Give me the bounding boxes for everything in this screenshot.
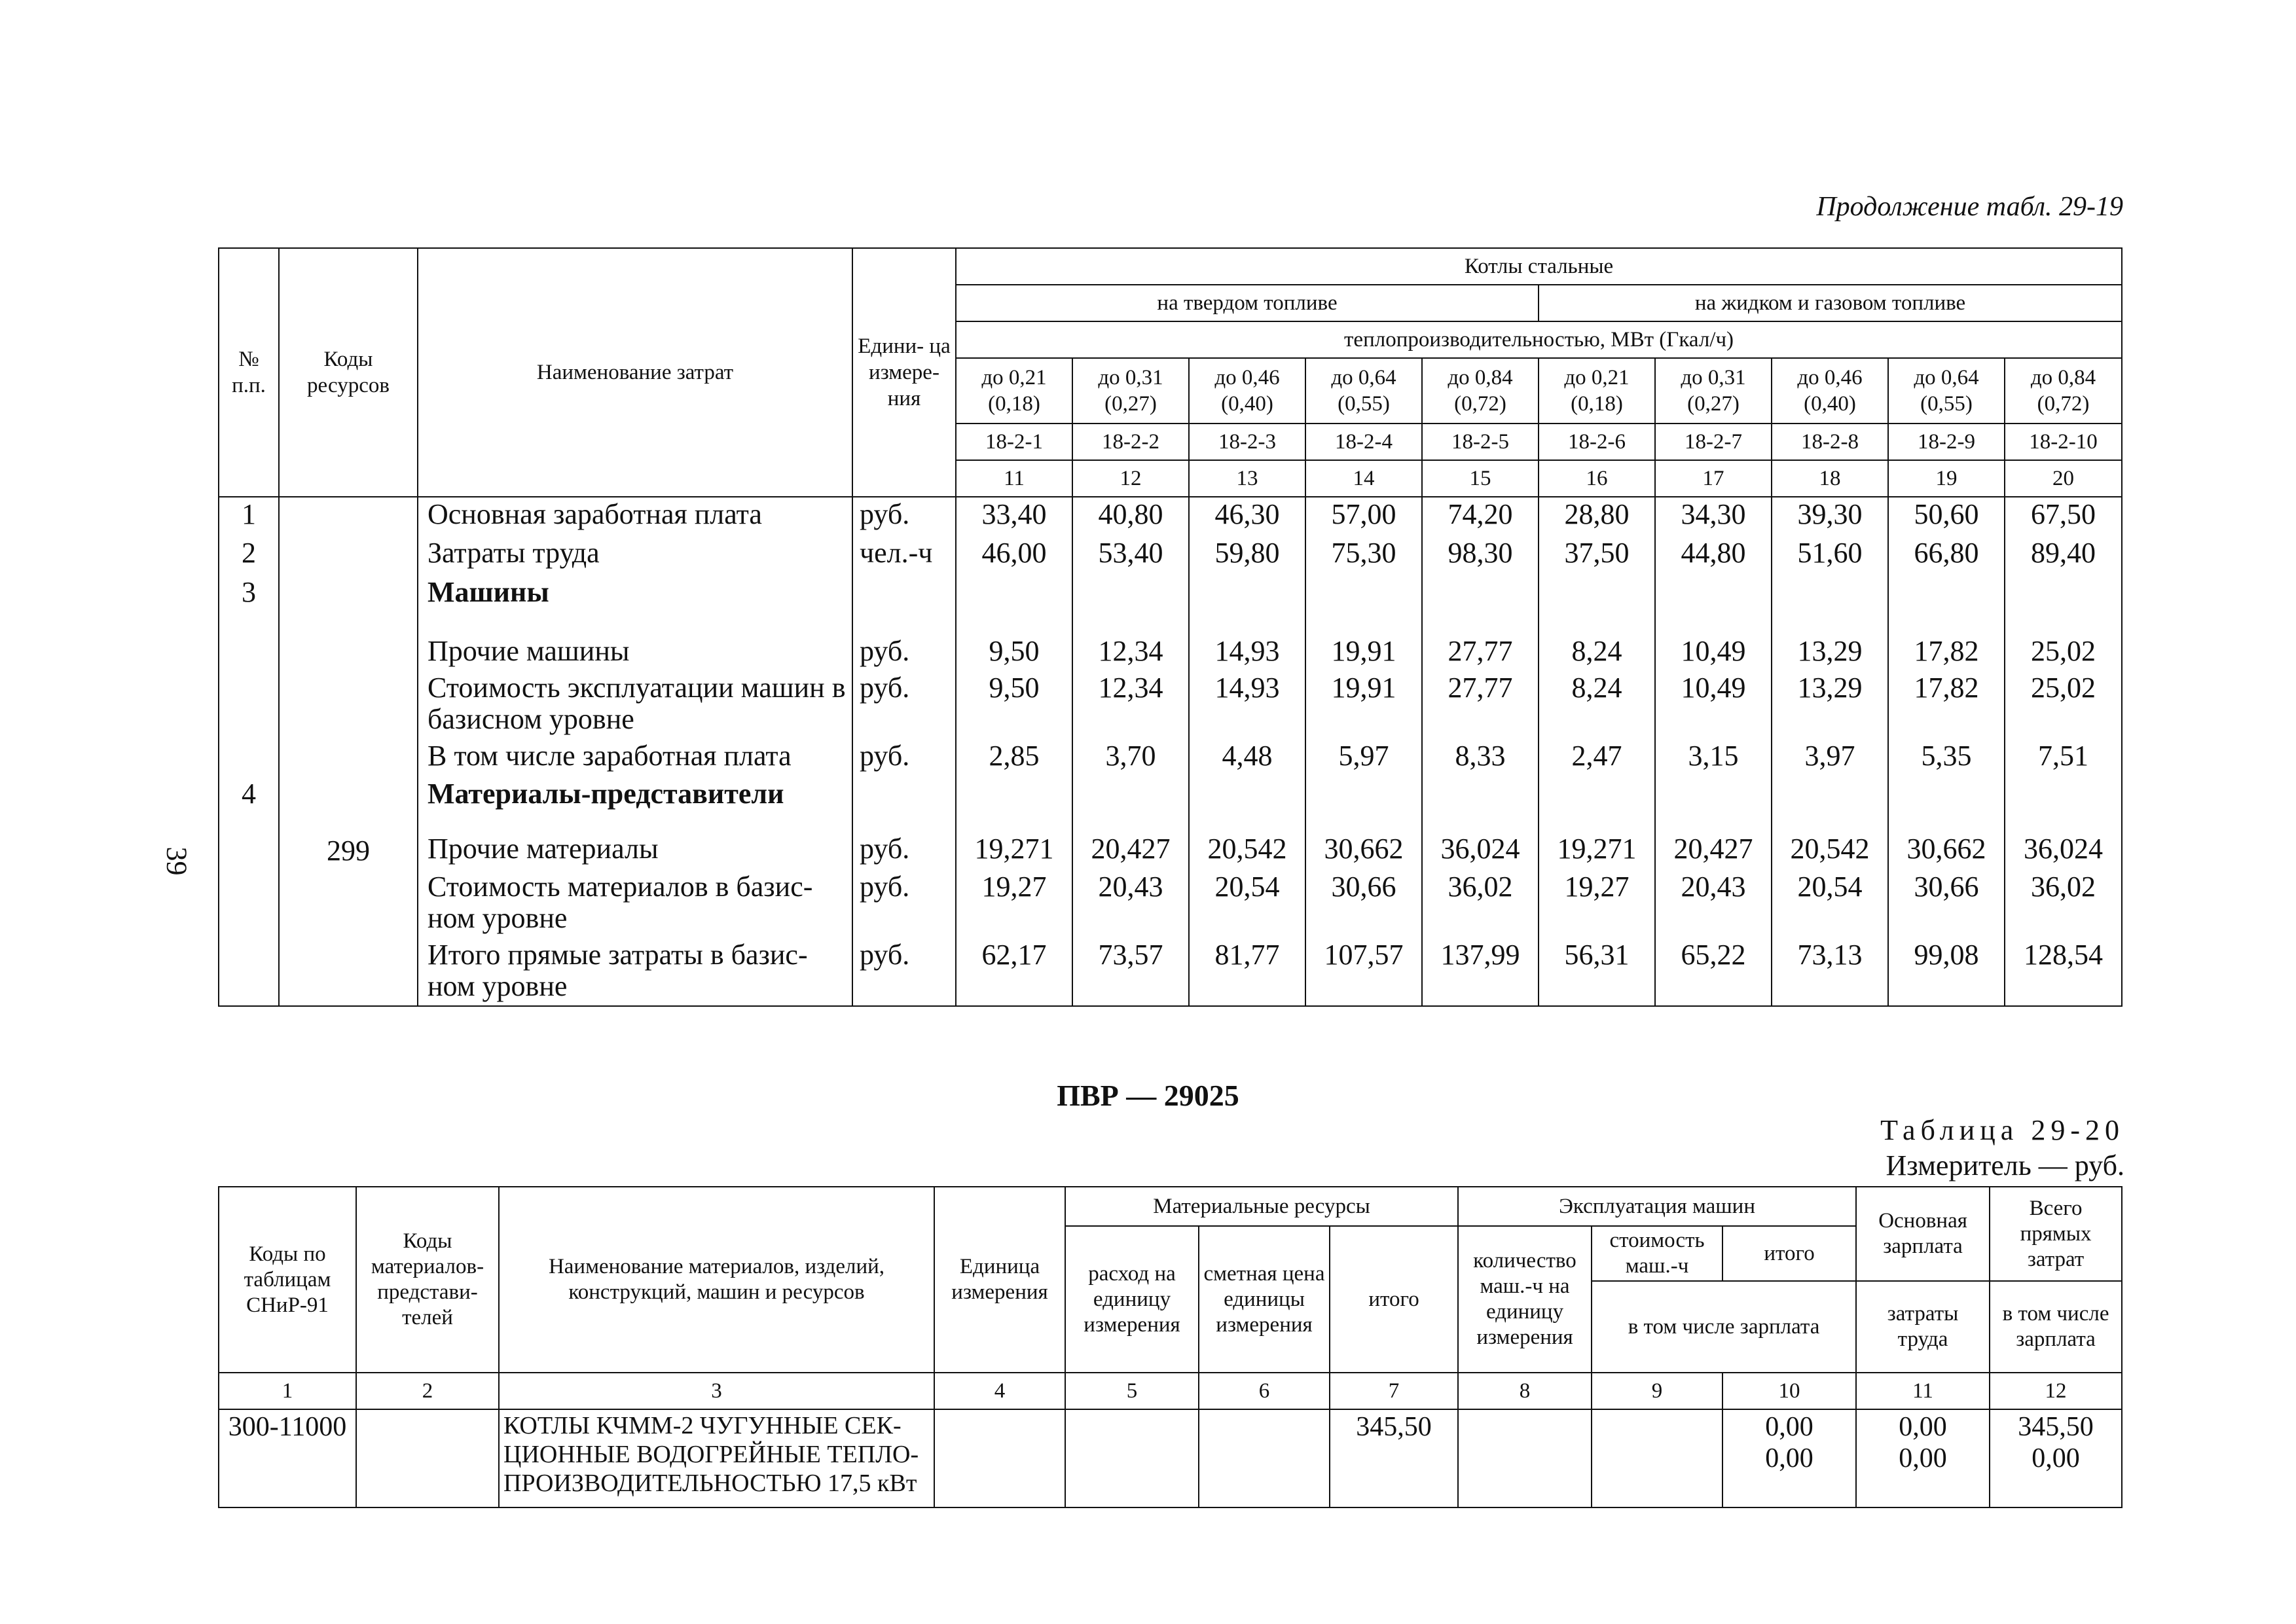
t2-header-consumption: расход на единицу измерения (1065, 1226, 1199, 1373)
column-number: 17 (1655, 460, 1772, 497)
column-number: 13 (1189, 460, 1305, 497)
row-value: 19,91 (1305, 671, 1422, 739)
column-number: 11 (956, 460, 1072, 497)
t2-machine-hours (1458, 1409, 1592, 1507)
column-number: 6 (1199, 1373, 1330, 1409)
t2-header-unit: Единица измерения (934, 1187, 1065, 1373)
row-value: 8,24 (1539, 634, 1655, 671)
row-value: 19,271 (1539, 832, 1655, 870)
row-value: 5,35 (1888, 739, 2005, 777)
column-number: 12 (1990, 1373, 2122, 1409)
row-code (279, 870, 418, 938)
t2-column-number-row (219, 1373, 2122, 1409)
row-value: 99,08 (1888, 938, 2005, 1006)
row-unit (852, 575, 956, 634)
t2-mach-total-value: 0,00 (1765, 1412, 1813, 1442)
t2-header-incl-salary: в том числе зарплата (1592, 1281, 1856, 1373)
t2-header-material-resources: Материальные ресурсы (1065, 1187, 1458, 1226)
row-value: 46,30 (1189, 497, 1305, 536)
row-value: 36,02 (2005, 870, 2122, 938)
column-number: 14 (1305, 460, 1422, 497)
t2-total-direct-value: 345,50 (2018, 1412, 2094, 1442)
table-row (219, 870, 2122, 938)
row-value (956, 575, 1072, 634)
continuation-label: Продолжение табл. 29-19 (1816, 192, 2123, 222)
row-value: 19,271 (956, 832, 1072, 870)
row-value: 74,20 (1422, 497, 1539, 536)
row-code (279, 739, 418, 777)
row-value: 81,77 (1189, 938, 1305, 1006)
t2-unit (934, 1409, 1065, 1507)
table-row (219, 671, 2122, 739)
row-value: 27,77 (1422, 671, 1539, 739)
row-code (279, 634, 418, 671)
column-number: 18 (1772, 460, 1888, 497)
row-value: 7,51 (2005, 739, 2122, 777)
column-number: 20 (2005, 460, 2122, 497)
t2-header-material-codes: Коды материалов- представи- телей (356, 1187, 499, 1373)
row-value: 13,29 (1772, 671, 1888, 739)
row-value: 25,02 (2005, 671, 2122, 739)
capacity-cell: до 0,46 (0,40) (1189, 358, 1305, 424)
row-value: 107,57 (1305, 938, 1422, 1006)
row-value: 2,47 (1539, 739, 1655, 777)
row-name: Основная заработная плата (418, 497, 852, 536)
costs-table (218, 247, 2123, 1007)
header-unit: Едини- ца измере- ния (852, 248, 956, 497)
t2-header-base-salary: Основная зарплата (1856, 1187, 1990, 1281)
column-number: 15 (1422, 460, 1539, 497)
table-row (219, 777, 2122, 832)
row-value (2005, 777, 2122, 832)
row-value: 137,99 (1422, 938, 1539, 1006)
t2-header-machine-hours: количество маш.-ч на единицу измерения (1458, 1226, 1592, 1373)
row-unit: руб. (852, 497, 956, 536)
table2-measure: Измеритель — руб. (1886, 1149, 2124, 1182)
row-value: 2,85 (956, 739, 1072, 777)
row-value (1655, 777, 1772, 832)
table-row (219, 739, 2122, 777)
row-value: 14,93 (1189, 634, 1305, 671)
row-value: 51,60 (1772, 536, 1888, 575)
row-value: 62,17 (956, 938, 1072, 1006)
capacity-cell: до 0,84 (0,72) (2005, 358, 2122, 424)
row-unit: руб. (852, 634, 956, 671)
t2-header-labor: затраты труда (1856, 1281, 1990, 1373)
row-value (1305, 777, 1422, 832)
column-number: 1 (219, 1373, 356, 1409)
t2-base-salary-value: 0,00 (1899, 1412, 1947, 1442)
row-value: 13,29 (1772, 634, 1888, 671)
row-value: 14,93 (1189, 671, 1305, 739)
row-name: Прочие материалы (418, 832, 852, 870)
row-value: 20,542 (1189, 832, 1305, 870)
row-value: 8,24 (1539, 671, 1655, 739)
row-value: 20,54 (1772, 870, 1888, 938)
column-number: 16 (1539, 460, 1655, 497)
row-value: 19,27 (956, 870, 1072, 938)
row-value: 128,54 (2005, 938, 2122, 1006)
row-unit: руб. (852, 739, 956, 777)
row-value: 66,80 (1888, 536, 2005, 575)
column-number: 3 (499, 1373, 934, 1409)
t2-header-mat-total: итого (1330, 1226, 1458, 1373)
t2-mach-total-salary: 0,00 (1765, 1443, 1813, 1473)
t2-name: КОТЛЫ КЧММ-2 ЧУГУННЫЕ СЕК- ЦИОННЫЕ ВОДОГРЕЙНЫЕ ТЕПЛО- ПРОИЗВОДИТЕЛЬНОСТЬЮ 17,5 кВт (499, 1409, 934, 1507)
code-cell: 18-2-10 (2005, 424, 2122, 460)
row-value: 36,024 (2005, 832, 2122, 870)
row-value: 12,34 (1072, 634, 1189, 671)
row-value: 89,40 (2005, 536, 2122, 575)
row-value: 30,66 (1888, 870, 2005, 938)
row-value (1655, 575, 1772, 634)
row-number (219, 832, 279, 870)
row-value (1422, 777, 1539, 832)
row-value (1539, 777, 1655, 832)
table-row (219, 634, 2122, 671)
row-value: 3,97 (1772, 739, 1888, 777)
t2-header-mach-total: итого (1722, 1226, 1856, 1281)
t2-labor-value: 0,00 (1899, 1443, 1947, 1473)
code-cell: 18-2-3 (1189, 424, 1305, 460)
row-number (219, 671, 279, 739)
row-value: 20,427 (1072, 832, 1189, 870)
column-number: 11 (1856, 1373, 1990, 1409)
row-value: 17,82 (1888, 634, 2005, 671)
code-cell: 18-2-9 (1888, 424, 2005, 460)
header-capacity: теплопроизводительностью, МВт (Гкал/ч) (956, 321, 2122, 358)
page-number: 39 (160, 846, 193, 876)
code-cell: 18-2-8 (1772, 424, 1888, 460)
row-value (1189, 575, 1305, 634)
table-row (219, 497, 2122, 536)
t2-base-salary (1856, 1409, 1990, 1507)
header-liquid-fuel: на жидком и газовом топливе (1539, 285, 2122, 321)
row-value: 57,00 (1305, 497, 1422, 536)
row-value (1888, 575, 2005, 634)
materials-table (218, 1186, 2123, 1508)
row-value: 53,40 (1072, 536, 1189, 575)
t2-data-row (219, 1409, 2122, 1507)
row-value (2005, 575, 2122, 634)
t2-price (1199, 1409, 1330, 1507)
row-name: Прочие машины (418, 634, 852, 671)
row-value (1772, 575, 1888, 634)
row-value: 5,97 (1305, 739, 1422, 777)
header-number: № п.п. (219, 248, 279, 497)
row-name: Затраты труда (418, 536, 852, 575)
table2-caption: Таблица 29-20 (1880, 1114, 2124, 1146)
row-value: 30,66 (1305, 870, 1422, 938)
row-value: 36,024 (1422, 832, 1539, 870)
column-number: 5 (1065, 1373, 1199, 1409)
capacity-cell: до 0,46 (0,40) (1772, 358, 1888, 424)
row-value (1072, 777, 1189, 832)
header-name: Наименование затрат (418, 248, 852, 497)
row-code (279, 575, 418, 634)
row-unit: руб. (852, 938, 956, 1006)
row-value (1189, 777, 1305, 832)
row-value: 65,22 (1655, 938, 1772, 1006)
code-cell: 18-2-6 (1539, 424, 1655, 460)
table-row (219, 575, 2122, 634)
row-value: 12,34 (1072, 671, 1189, 739)
code-cell: 18-2-7 (1655, 424, 1772, 460)
column-number: 8 (1458, 1373, 1592, 1409)
row-value: 20,427 (1655, 832, 1772, 870)
table-row (219, 938, 2122, 1006)
row-value: 33,40 (956, 497, 1072, 536)
row-name: Итого прямые затраты в базис- ном уровне (418, 938, 852, 1006)
row-value: 20,54 (1189, 870, 1305, 938)
row-value (1772, 777, 1888, 832)
row-value (1888, 777, 2005, 832)
column-number: 19 (1888, 460, 2005, 497)
row-value: 20,43 (1655, 870, 1772, 938)
row-value: 8,33 (1422, 739, 1539, 777)
t2-header-incl-salary-total: в том числе зарплата (1990, 1281, 2122, 1373)
table-row (219, 832, 2122, 870)
row-value: 34,30 (1655, 497, 1772, 536)
header-group: Котлы стальные (956, 248, 2122, 285)
row-value: 19,27 (1539, 870, 1655, 938)
row-value: 46,00 (956, 536, 1072, 575)
row-value: 73,57 (1072, 938, 1189, 1006)
row-value: 3,15 (1655, 739, 1772, 777)
row-unit: руб. (852, 671, 956, 739)
t2-header-hour-cost: стоимость маш.-ч (1592, 1226, 1722, 1281)
row-value: 9,50 (956, 671, 1072, 739)
row-code (279, 938, 418, 1006)
t2-mach-total (1722, 1409, 1856, 1507)
t2-consumption (1065, 1409, 1199, 1507)
row-number (219, 870, 279, 938)
capacity-cell: до 0,64 (0,55) (1305, 358, 1422, 424)
row-code: 299 (279, 832, 418, 870)
t2-material-code (356, 1409, 499, 1507)
row-value: 25,02 (2005, 634, 2122, 671)
t2-hour-cost (1592, 1409, 1722, 1507)
row-value: 39,30 (1772, 497, 1888, 536)
capacity-cell: до 0,21 (0,18) (956, 358, 1072, 424)
t2-total-direct (1990, 1409, 2122, 1507)
row-value: 98,30 (1422, 536, 1539, 575)
row-value: 19,91 (1305, 634, 1422, 671)
row-value: 20,43 (1072, 870, 1189, 938)
column-number: 2 (356, 1373, 499, 1409)
column-number: 7 (1330, 1373, 1458, 1409)
row-value: 50,60 (1888, 497, 2005, 536)
pvr-title: ПВР — 29025 (1057, 1079, 1239, 1112)
row-value: 17,82 (1888, 671, 2005, 739)
row-value: 3,70 (1072, 739, 1189, 777)
t2-header-machines: Эксплуатация машин (1458, 1187, 1856, 1226)
code-cell: 18-2-5 (1422, 424, 1539, 460)
row-value: 4,48 (1189, 739, 1305, 777)
table-row (219, 536, 2122, 575)
row-number (219, 938, 279, 1006)
row-unit: руб. (852, 870, 956, 938)
row-name: Стоимость материалов в базис- ном уровне (418, 870, 852, 938)
row-unit (852, 777, 956, 832)
capacity-cell: до 0,21 (0,18) (1539, 358, 1655, 424)
row-value (956, 777, 1072, 832)
row-value: 36,02 (1422, 870, 1539, 938)
row-value: 59,80 (1189, 536, 1305, 575)
row-value: 40,80 (1072, 497, 1189, 536)
row-unit: руб. (852, 832, 956, 870)
row-number: 3 (219, 575, 279, 634)
t2-header-price: сметная цена единицы измерения (1199, 1226, 1330, 1373)
t2-mat-total: 345,50 (1330, 1409, 1458, 1507)
row-code (279, 497, 418, 536)
row-value: 75,30 (1305, 536, 1422, 575)
row-code (279, 777, 418, 832)
row-value: 10,49 (1655, 634, 1772, 671)
capacity-cell: до 0,84 (0,72) (1422, 358, 1539, 424)
row-number: 2 (219, 536, 279, 575)
row-number: 1 (219, 497, 279, 536)
column-number: 9 (1592, 1373, 1722, 1409)
code-cell: 18-2-4 (1305, 424, 1422, 460)
row-value (1305, 575, 1422, 634)
column-number: 12 (1072, 460, 1189, 497)
row-value: 20,542 (1772, 832, 1888, 870)
code-cell: 18-2-2 (1072, 424, 1189, 460)
header-codes: Коды ресурсов (279, 248, 418, 497)
row-value (1422, 575, 1539, 634)
row-value: 30,662 (1305, 832, 1422, 870)
row-value (1072, 575, 1189, 634)
row-value: 30,662 (1888, 832, 2005, 870)
row-number: 4 (219, 777, 279, 832)
row-value: 28,80 (1539, 497, 1655, 536)
table2-caption-block (1880, 1113, 2124, 1183)
row-value: 44,80 (1655, 536, 1772, 575)
row-code (279, 671, 418, 739)
t2-header-name: Наименование материалов, изделий, конструкций, машин и ресурсов (499, 1187, 934, 1373)
row-code (279, 536, 418, 575)
row-name: Материалы-представители (418, 777, 852, 832)
row-value: 10,49 (1655, 671, 1772, 739)
code-cell: 18-2-1 (956, 424, 1072, 460)
row-value: 9,50 (956, 634, 1072, 671)
t2-total-salary-value: 0,00 (2032, 1443, 2080, 1473)
capacity-cell: до 0,64 (0,55) (1888, 358, 2005, 424)
row-name: В том числе заработная плата (418, 739, 852, 777)
row-number (219, 634, 279, 671)
row-unit: чел.-ч (852, 536, 956, 575)
row-value: 67,50 (2005, 497, 2122, 536)
capacity-cell: до 0,31 (0,27) (1655, 358, 1772, 424)
column-number: 10 (1722, 1373, 1856, 1409)
row-value: 73,13 (1772, 938, 1888, 1006)
column-number: 4 (934, 1373, 1065, 1409)
capacity-cell: до 0,31 (0,27) (1072, 358, 1189, 424)
header-solid-fuel: на твердом топливе (956, 285, 1539, 321)
row-value: 37,50 (1539, 536, 1655, 575)
t2-header-codes: Коды по таблицам СНиР-91 (219, 1187, 356, 1373)
t2-code: 300-11000 (219, 1409, 356, 1507)
row-value: 27,77 (1422, 634, 1539, 671)
row-number (219, 739, 279, 777)
row-name: Стоимость эксплуатации машин в базисном уровне (418, 671, 852, 739)
t2-header-total-direct: Всего прямых затрат (1990, 1187, 2122, 1281)
row-value (1539, 575, 1655, 634)
row-value: 56,31 (1539, 938, 1655, 1006)
row-name: Машины (418, 575, 852, 634)
